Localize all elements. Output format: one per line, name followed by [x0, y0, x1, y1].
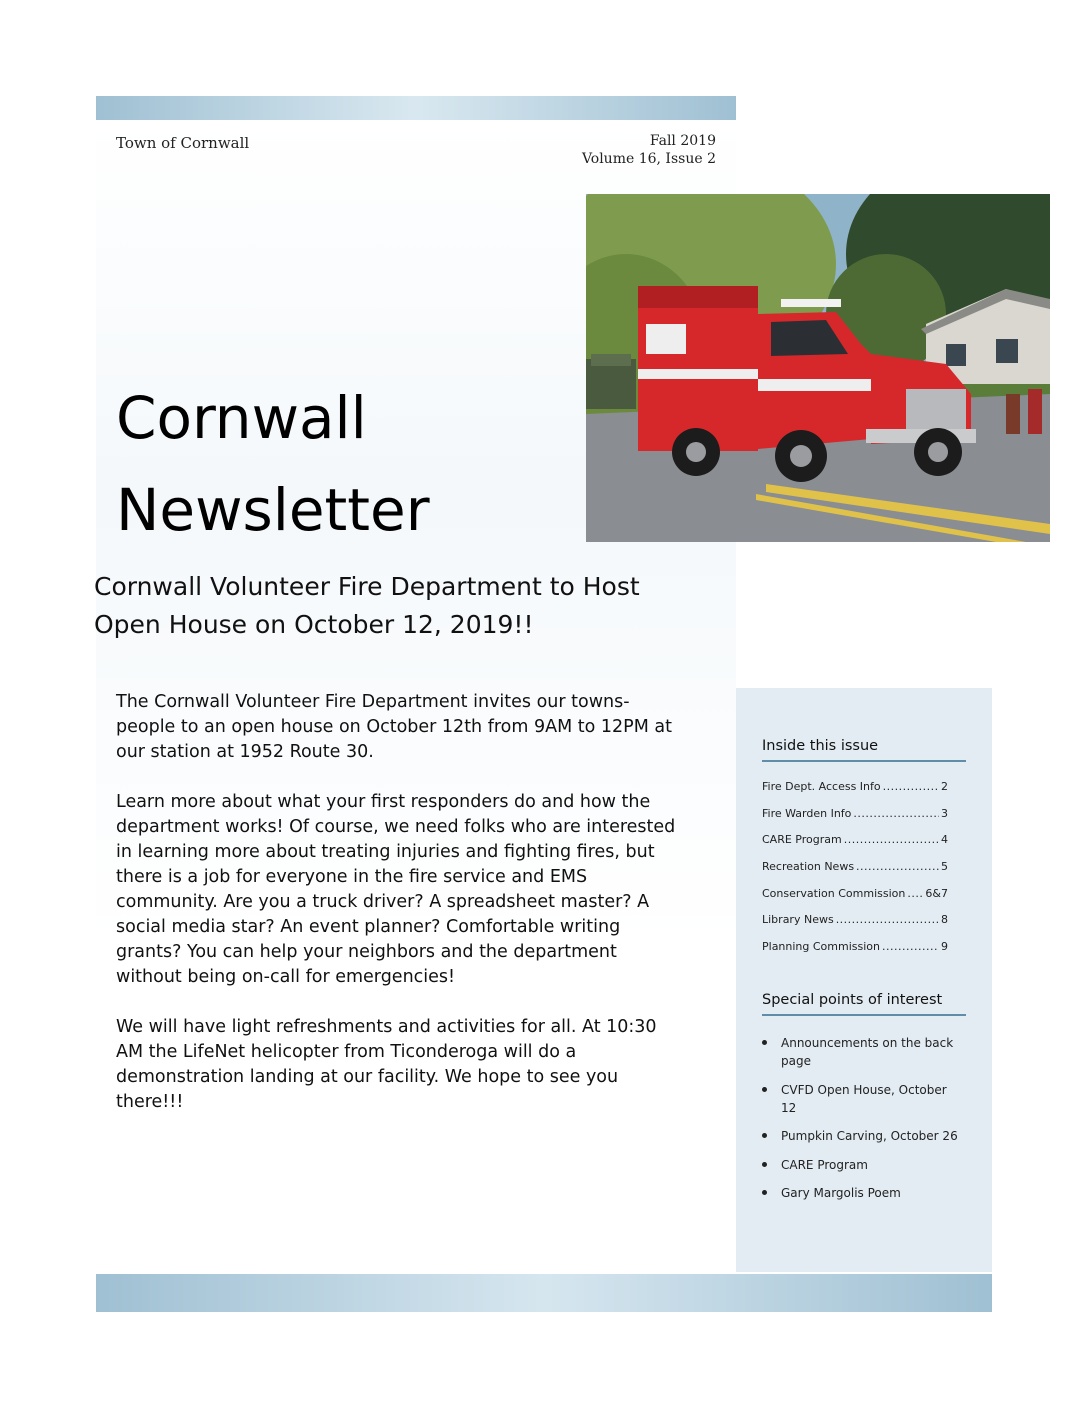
toc-item-page: 5	[941, 860, 948, 874]
title-line-1: Cornwall	[116, 384, 367, 452]
toc-item[interactable]	[762, 807, 948, 834]
point-item	[762, 1184, 962, 1202]
point-text: Announcements on the back page	[781, 1036, 954, 1068]
article-paragraph: Learn more about what your first responders do and how the department works! Of course, we need folks who are interested in learning more about treating injuries and fighting fires, but there is a job for everyone in the fire service and EMS community. Are you a truck driver? A spreadsheet master? A social media star? An event planner? Comfortable writing grants? You can help your neighbors and the department without being on-call for emergencies!	[116, 792, 676, 987]
headline-line-1: Cornwall Volunteer Fire Department to Host	[94, 572, 640, 601]
point-text: CVFD Open House, October 12	[781, 1082, 947, 1115]
point-text: Pumpkin Carving, October 26	[781, 1129, 958, 1143]
town-name: Town of Cornwall	[116, 134, 250, 152]
toc-item-label: Recreation News	[762, 860, 855, 874]
bullet-icon	[762, 1133, 767, 1138]
toc-item-page: 9	[941, 940, 948, 954]
special-points-list	[762, 1034, 962, 1213]
toc-item-label: Planning Commission	[762, 940, 880, 954]
issue-volume: Volume 16, Issue 2	[581, 151, 716, 167]
points-heading: Special points of interest	[762, 992, 966, 1016]
point-item	[762, 1156, 962, 1174]
point-item	[762, 1127, 962, 1145]
point-item	[762, 1081, 962, 1117]
title-line-2: Newsletter	[116, 476, 430, 544]
toc-leader	[882, 940, 939, 953]
toc-item-page: 8	[941, 913, 948, 927]
ambulance-photo	[586, 194, 1050, 542]
point-text: Gary Margolis Poem	[781, 1186, 901, 1200]
toc-item-label: Library News	[762, 913, 834, 927]
toc-item-label: Fire Warden Info	[762, 806, 852, 820]
bottom-decorative-bar	[96, 1274, 992, 1312]
toc-heading: Inside this issue	[762, 738, 966, 762]
issue-info	[582, 132, 716, 168]
toc-item[interactable]	[762, 833, 948, 860]
issue-season: Fall 2019	[649, 133, 716, 149]
bullet-icon	[762, 1087, 767, 1092]
toc-item[interactable]	[762, 860, 948, 887]
toc-leader	[844, 833, 939, 846]
bullet-icon	[762, 1040, 767, 1045]
toc-item-label: Conservation Commission	[762, 886, 906, 900]
toc-leader	[856, 860, 939, 873]
top-decorative-bar	[96, 96, 736, 120]
newsletter-title	[116, 372, 430, 556]
bullet-icon	[762, 1190, 767, 1195]
toc-item[interactable]	[762, 780, 948, 807]
toc-item-page: 4	[941, 833, 948, 847]
toc-item[interactable]	[762, 913, 948, 940]
toc-item-label: Fire Dept. Access Info	[762, 780, 881, 793]
point-item	[762, 1034, 962, 1070]
article-paragraph: We will have light refreshments and activities for all. At 10:30 AM the LifeNet helicopter from Ticonderoga will do a demonstration landing at our facility. We hope to see you there!!!	[116, 1017, 657, 1112]
point-text: CARE Program	[781, 1157, 868, 1172]
table-of-contents	[762, 780, 948, 967]
toc-item-label: CARE Program	[762, 833, 842, 847]
headline-line-2: Open House on October 12, 2019!!	[94, 610, 534, 639]
toc-item[interactable]	[762, 940, 948, 967]
article-body	[116, 690, 682, 1140]
article-paragraph: The Cornwall Volunteer Fire Department invites our towns-people to an open house on October 12th from 9AM to 12PM at our station at 1952 Route 30.	[116, 692, 672, 762]
toc-item-page: 2	[941, 780, 948, 793]
bullet-icon	[762, 1162, 767, 1167]
toc-leader	[883, 780, 939, 793]
toc-leader	[853, 807, 939, 820]
article-headline	[94, 568, 734, 644]
toc-leader	[836, 913, 939, 926]
toc-item-page: 3	[941, 806, 948, 820]
toc-item-page: 6&7	[925, 886, 948, 900]
toc-item[interactable]	[762, 887, 948, 914]
toc-leader	[907, 887, 923, 900]
